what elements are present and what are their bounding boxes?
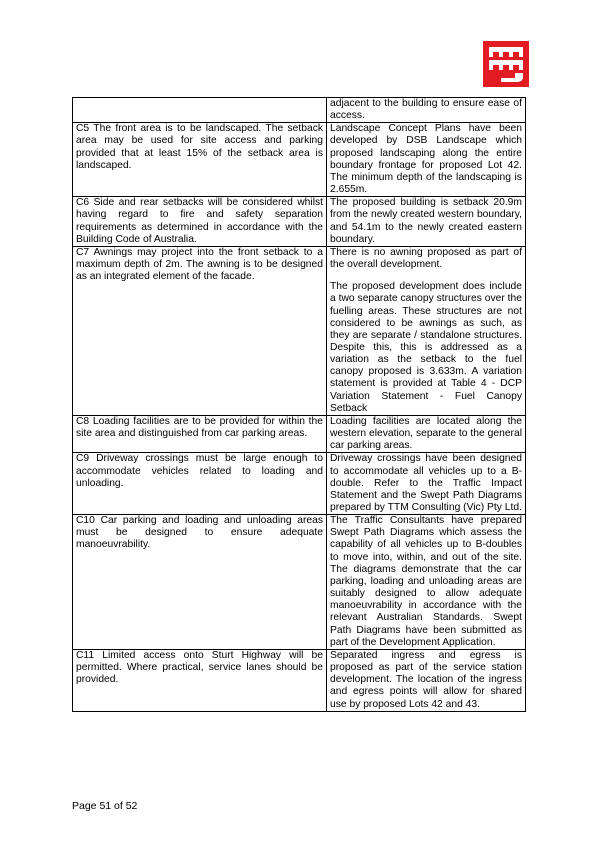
logo-mark-icon [483, 41, 529, 87]
control-cell: C11 Limited access onto Sturt Highway will be permitted. Where practical, service lanes should be provided. [73, 649, 327, 711]
table-row [73, 515, 526, 650]
table-row [73, 246, 526, 415]
response-paragraph: adjacent to the building to ensure ease of access. [330, 98, 522, 122]
response-paragraph: The proposed development does include a two separate canopy structures over the fuelling areas. These structures are not considered to be awnings as such, as they are separate / standalone structures. Despite this, this is addressed as a variation as the setback to the fuel canopy proposed is 3.633m. A variation statement is provided at Table 4 - DCP Variation Statement - Fuel Canopy Setback [330, 281, 522, 414]
response-paragraph: The proposed building is setback 20.9m from the newly created western boundary, and 54.1m to the newly created eastern boundary. [330, 197, 522, 245]
response-cell [327, 415, 526, 452]
compliance-table-body [73, 98, 526, 712]
table-row [73, 415, 526, 452]
response-cell [327, 515, 526, 650]
response-paragraph: Landscape Concept Plans have been developed by DSB Landscape which proposed landscaping along the entire boundary frontage for proposed Lot 42. The minimum depth of the landscaping is 2.655m. [330, 123, 522, 196]
response-paragraph: The Traffic Consultants have prepared Swept Path Diagrams which assess the capability of all vehicles up to B-doubles to move into, within, and out of the site. The diagrams demonstrate that the car parking, loading and unloading areas are suitably designed to allow adequate manoeuvrability in accordance with the relevant Australian Standards. Swept Path Diagrams have been submitted as part of the Development Application. [330, 515, 522, 648]
control-cell: C7 Awnings may project into the front setback to a maximum depth of 2m. The awning is to be designed as an integrated element of the facade. [73, 246, 327, 415]
response-cell [327, 453, 526, 515]
response-cell [327, 123, 526, 197]
table-row [73, 197, 526, 247]
response-cell [327, 197, 526, 247]
response-paragraph: Loading facilities are located along the western elevation, separate to the general car parking areas. [330, 415, 522, 452]
table-row [73, 123, 526, 197]
control-cell: C5 The front area is to be landscaped. The setback area may be used for site access and parking provided that at least 15% of the setback area is landscaped. [73, 123, 327, 197]
page-number: Page 51 of 52 [72, 800, 138, 812]
compliance-table [72, 97, 526, 712]
table-row [73, 649, 526, 711]
response-paragraph: Driveway crossings have been designed to accommodate all vehicles up to a B-double. Refer to the Traffic Impact Statement and the Swept Path Diagrams prepared by TTM Consulting (Vic) Pty Ltd. [330, 453, 522, 513]
response-cell [327, 98, 526, 123]
table-row [73, 98, 526, 123]
response-cell [327, 649, 526, 711]
control-cell: C6 Side and rear setbacks will be considered whilst having regard to fire and safety separation requirements as determined in accordance with the Building Code of Australia. [73, 197, 327, 247]
control-cell: C8 Loading facilities are to be provided for within the site area and distinguished from car parking areas. [73, 415, 327, 452]
response-cell [327, 246, 526, 415]
response-paragraph: Separated ingress and egress is proposed as part of the service station development. The location of the ingress and egress points will allow for shared use by proposed Lots 42 and 43. [330, 649, 522, 710]
company-logo [483, 41, 529, 87]
table-row [73, 453, 526, 515]
control-cell [73, 98, 327, 123]
response-paragraph: There is no awning proposed as part of the overall development. [330, 246, 522, 271]
control-cell: C10 Car parking and loading and unloading areas must be designed to ensure adequate manoeuvrability. [73, 515, 327, 650]
control-cell: C9 Driveway crossings must be large enough to accommodate vehicles related to loading and unloading. [73, 453, 327, 515]
